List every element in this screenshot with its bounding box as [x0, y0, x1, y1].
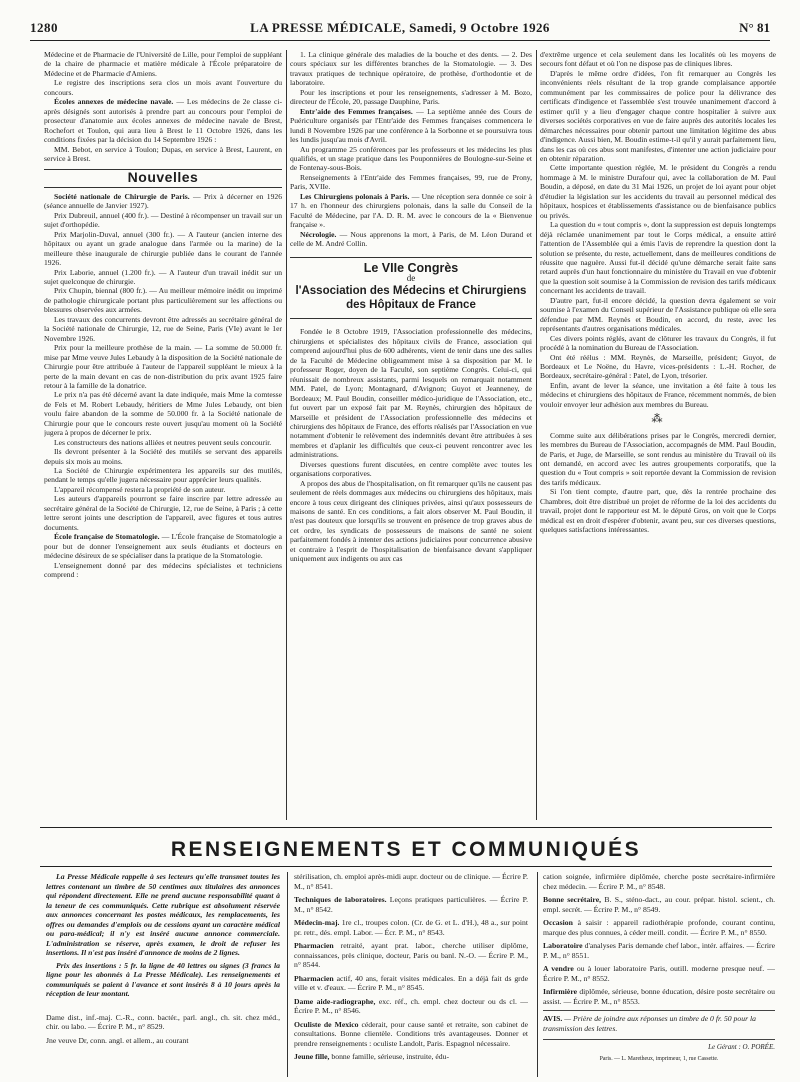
section-title: Les Chirurgiens polonais à Paris.	[300, 191, 410, 201]
classified-ad: cation soignée, infirmière diplômée, cherche poste secrétaire-infirmière chez médecin. — Écrire P. M., n° 8548.	[543, 872, 775, 891]
page-header	[30, 20, 770, 38]
paragraph: Prix Laborie, annuel (1.200 fr.). — A l'auteur d'un travail inédit sur un sujet quelconque de chirurgie.	[44, 267, 282, 286]
classified-ad: Laboratoire d'analyses Paris demande chef labor., intér. affaires. — Écrire P. M., n° 8551.	[543, 941, 775, 960]
printer-line: Paris. — L. Maretheux, imprimeur, 1, rue Cassette.	[599, 1055, 719, 1062]
paragraph: Cette importante question réglée, M. le président du Congrès a rendu hommage à M. le ministre Durafour qui, avec la collaboration de M. Paul Boudin, a déposé, en date du 31 Mai 1926, un projet de loi ayant pour objet d'étudier la législation sur les accidents du travail au personnel médical des hôpitaux, hospices et établissements d'assistance ou de bienfaisance publics ou privés.	[540, 163, 776, 220]
paragraph: MM. Bebot, en service à Toulon; Dupas, en service à Brest, Laurent, en service à Brest.	[44, 144, 282, 163]
nouvelles-heading: Nouvelles	[44, 169, 282, 187]
classified-ad: Bonne secrétaire, B. S., sténo-dact., au cour. prépar. histol. scient., ch. empl. secrét. — Écrire P. M., n° 8549.	[543, 895, 775, 914]
paragraph: D'autre part, fut-il encore décidé, la question devra également se voir soumise à l'examen du Conseil supérieur de l'Assistance publique où elle sera défendue par MM. Reynès et Boudin, en accord, du reste, avec les représentants d'autres organisations médicales.	[540, 295, 776, 334]
paragraph: Ils devront présenter à la Société des mutilés se servant des appareils depuis six mois au moins.	[44, 447, 282, 466]
section-title: Écoles annexes de médecine navale.	[54, 97, 174, 107]
paragraph: Le prix n'a pas été décerné avant la date indiquée, mais Mme la comtesse de Fels et M. Robert Lebaudy, héritiers de Mme Jules Lebaudy, ont bien voulu faire abandon de la somme de 50.000 fr. à la Société nationale de Chirurgie pour que le concours reste ouvert jusqu'au moment où la Société jugera à propos de décerner le prix.	[44, 390, 282, 438]
classified-ad: stérilisation, ch. emploi après-midi aupr. docteur ou de clinique. — Écrire P. M., n° 8541.	[294, 872, 528, 891]
journal-title: LA PRESSE MÉDICALE, Samedi, 9 Octobre 1926	[250, 20, 550, 35]
page-number: 1280	[30, 20, 58, 35]
paragraph: Médecine et de Pharmacie de l'Université de Lille, pour l'emploi de suppléant de la chaire de pharmacie et matière médicale à l'École préparatoire de Médecine et de Pharmacie d'Amiens.	[44, 50, 282, 78]
classified-ad: Dame aide-radiographe, exc. réf., ch. empl. chez docteur ou ds cl. — Écrire P. M., n° 8546.	[294, 996, 528, 1015]
paragraph: Écoles annexes de médecine navale. — Les médecins de 2e classe ci-après désignés sont autorisés à prendre part au concours pour l'emploi de prosecteur d'anatomie aux écoles annexes de médecine navale de Brest, Rochefort et Toulon, qui aura lieu à Brest le 11 Octobre 1926, dans les conditions fixées par la décision du 14 Septembre 1926 :	[44, 97, 282, 145]
header-rule	[30, 40, 770, 41]
gerant-signature: Le Gérant : O. PORÉE.	[543, 1039, 775, 1053]
column-divider	[537, 872, 538, 1077]
paragraph: L'appareil récompensé restera la propriété de son auteur.	[54, 484, 226, 494]
paragraph: d'extrême urgence et cela seulement dans les localités où les moyens de secours font défaut et où l'on ne dispose pas de cliniques libres.	[540, 50, 776, 69]
classified-ad: Dame dist., inf.-maj. C.-R., conn. bactér., parl. angl., ch. sit. chez méd., chir. ou labo. — Écrire P. M., n° 8529.	[46, 1012, 280, 1031]
congres-title: Le VIIe Congrès	[363, 260, 459, 275]
paragraph: Entr'aide des Femmes françaises. — La septième année des Cours de Puériculture organisés par l'Entr'aide des Femmes françaises commencera le lundi 8 Novembre 1926 par une conférence à la Sorbonne et se poursuivra tous les lundis jusqu'au mois d'Avril.	[290, 106, 532, 145]
paragraph: Pour les inscriptions et pour les renseignements, s'adresser à M. Bozo, directeur de l'École, 20, passage Dauphine, Paris.	[290, 87, 532, 107]
column-1	[44, 50, 282, 820]
section-rule	[40, 827, 772, 828]
paragraph: Ces divers points réglés, avant de clôturer les travaux du Congrès, il fut procédé à la nomination du Bureau de l'Association.	[540, 333, 776, 353]
paragraph: A propos des abus de l'hospitalisation, on fit remarquer qu'ils ne causent pas seulement de réels dommages aux médecins ou chirurgiens des hôpitaux, mais encore à tous ceux dirigeant des cliniques privées, ainsi qu'aux possesseurs de maisons de santé. En ces conditions, a fait alors observer M. Paul Boudin, il n'est pas douteux que lorsqu'ils se trouvent en présence de trop graves abus de cet ordre, les syndicats de possesseurs de maisons de santé ne soient parfaitement fondés à intenter des actions judiciaires pour concurrence abusive et contraire à l'esprit de l'hospitalisation de bienfaisance devant s'appliquer uniquement aux indigents ou aux cas	[290, 478, 532, 564]
paragraph: Société nationale de Chirurgie de Paris. — Prix à décerner en 1926 (séance annuelle de Janvier 1927).	[44, 191, 282, 211]
issue-number: N° 81	[739, 20, 770, 35]
classified-ad: Oculiste de Mexico céderait, pour cause santé et retraite, son cabinet de consultations. Bonne clientèle. Conditions très avantageuses. Donner et prendre renseignements : oculiste Landolt, Paris. Espagnol nécessaire.	[294, 1019, 528, 1048]
paragraph: Comme suite aux délibérations prises par le Congrès, mercredi dernier, les membres du Bureau de l'Association, accompagnés de MM. Paul Boudin, de Paris, et Juge, de Marseille, se sont rendus au ministère du Travail où ils ont demandé, en accord avec les autres groupements corporatifs, que la question du « Tout compris » soit reportée devant la Commission de revision des tarifs médicaux.	[540, 430, 776, 487]
classified-ad: Infirmière diplômée, sérieuse, bonne éducation, désire poste secrétaire ou assist. — Écrire P. M., n° 8553.	[543, 987, 775, 1006]
paragraph: Nécrologie. — Nous apprenons la mort, à Paris, de M. Léon Durand et celle de M. André Collin.	[290, 229, 532, 249]
paragraph: Si l'on tient compte, d'autre part, que, dès la rentrée prochaine des Chambres, doit être distribué un projet de réforme de la loi des accidents du travail, projet dont le rapporteur est M. le député Gros, on voit que le Corps médical est en droit d'espérer d'obtenir, avant peu, sur ces diverses questions, quelques satisfactions intéressantes.	[540, 487, 776, 535]
paragraph: Prix Chupin, biennal (800 fr.). — Au meilleur mémoire inédit ou imprimé de pathologie chirurgicale portant plus particulièrement sur les affections ou blessures observées aux armées.	[44, 286, 282, 315]
notice-text: La Presse Médicale rappelle à ses lecteurs qu'elle transmet toutes les lettres contenant un timbre de 50 centimes aux titulaires des annonces qui répondent directement. Elle ne prend aucune responsabilité quant à la teneur de ces communiqués. Cette rubrique est absolument réservée aux annonces concernant les postes médicaux, les remplacements, les offres ou demandes d'emplois ou de cessions ayant un caractère médical ou para-médical; il n'y est inséré aucune annonce commerciale. L'administration se réserve, après examen, le droit de refuser les insertions. Il n'est pas inséré d'annonce de moins de 2 lignes.	[46, 872, 280, 957]
classified-ad: Occasion à saisir : appareil radiothérapie profonde, courant continu, marque des plus connues, à céder meill. condit. — Écrire P. M., n° 8550.	[543, 918, 775, 937]
column-divider	[286, 50, 287, 820]
paragraph: Ont été réélus : MM. Reynès, de Marseille, président; Guyot, de Bordeaux et Le Noëne, du Havre, vices-présidents : L.-H. Rocher, de Bordeaux, secrétaire-général : Patel, de Lyon, trésorier.	[540, 352, 776, 381]
paragraph: 1. La clinique générale des maladies de la bouche et des dents. — 2. Des cours spéciaux sur les différentes branches de la Stomatologie. — 3. Des travaux pratiques de technique opératoire, de prothèse, d'orthodontie et de laboratoire.	[290, 50, 532, 88]
paragraph: Prix Marjolin-Duval, annuel (300 fr.). — A l'auteur (ancien interne des hôpitaux ou ayant un grade analogue dans l'armée ou la marine) de la meilleure thèse inaugurale de chirurgie publiée dans le courant de l'année 1926.	[44, 229, 282, 268]
classified-ad: Pharmacien actif, 40 ans, ferait visites médicales. En a déjà fait ds grde ville et v. d'eaux. — Écrire P. M., n° 8545.	[294, 973, 528, 992]
paragraph: D'après le même ordre d'idées, l'on fit remarquer au Congrès les inconvénients réels résultant de la trop grande complaisance apportée communément par les commissaires de police pour la délivrance des certificats d'indigence et l'assemblée s'est trouvée unanimement d'accord à estimer qu'il y a lieu d'engager chaque contre hospitalier à suivre aux diverses sociétés corporatives en vue de faire auprès des autorités locales les démarches nécessaires pour obtenir partout une limitation légitime des abus d'indigence. Aussi bien, M. Boudin estime-t-il qu'il y aurait parfaitement lieu, dans les cas où ces abus sont manifestes, d'intenter une action judiciaire pour en obtenir réparation.	[540, 68, 776, 163]
congres-de: de	[406, 272, 416, 283]
classified-ad: Pharmacien retraité, ayant prat. labor., cherche utiliser diplôme, connaissances, près clinique, docteur, Paris ou banl. N.-O. — Écrire P. M., n° 8544.	[294, 941, 528, 969]
ads-column-2	[294, 872, 528, 1082]
paragraph: Prix pour la meilleure prothèse de la main. — La somme de 50.000 fr. mise par Mme veuve Jules Lebaudy à la disposition de la Société nationale de Chirurgie pour être attribuée à l'auteur de l'appareil suppléant le mieux à la perte de la main devant en cas de non-distribution du prix avant 1925 faire retour à la famille de la donatrice.	[44, 343, 282, 390]
renseignements-heading: RENSEIGNEMENTS ET COMMUNIQUÉS	[170, 838, 642, 861]
avis-notice: AVIS. — Prière de joindre aux réponses un timbre de 0 fr. 50 pour la transmission des lettres.	[543, 1010, 775, 1033]
section-title: Société nationale de Chirurgie de Paris.	[54, 191, 190, 201]
paragraph: L'enseignement donné par des médecins spécialistes et techniciens comprend :	[44, 560, 282, 580]
notice-prices: Prix des insertions : 5 fr. la ligne de 40 lettres ou signes (3 francs la ligne pour les abonnés à La Presse Médicale). Les renseignements et communiqués se paient à l'avance et sont insérés 8 à 10 jours après la réception de leur montant.	[46, 960, 280, 998]
paragraph: Le registre des inscriptions sera clos un mois avant l'ouverture du concours.	[44, 78, 282, 97]
section-title: École française de Stomatologie.	[54, 532, 160, 542]
paragraph: Diverses questions furent discutées, en centre complète avec toutes les organisations corporatives.	[290, 459, 532, 479]
ads-column-3	[543, 872, 775, 1082]
paragraph: Prix Dubreuil, annuel (400 fr.). — Destiné à récompenser un travail sur un sujet d'orthopédie.	[44, 210, 282, 230]
column-divider	[287, 872, 288, 1077]
ads-column-1	[46, 872, 280, 1082]
paragraph: Enfin, avant de lever la séance, une invitation a été faite à tous les médecins et chirurgiens des hôpitaux de France, récemment nommés, de bien vouloir envoyer leur adhésion aux membres du Bureau.	[540, 380, 776, 409]
paragraph: Les Chirurgiens polonais à Paris. — Une réception sera donnée ce soir à 17 h. en l'honneur des chirurgiens polonais, dans la salle du Conseil de la Faculté de Médecine, par l'A. D. R. M. avec le concours de la « Bienvenue française ».	[290, 191, 532, 230]
classified-ad: Médecin-maj. 1re cl., troupes colon. (Cr. de G. et L. d'H.), 48 a., sur point pr. retr., dés. empl. Labor. — Écr. P. M., n° 8543.	[294, 918, 528, 937]
classified-ad: Jeune fille, bonne famille, sérieuse, instruite, édu-	[294, 1052, 449, 1061]
section-ornament: ⁂	[651, 413, 665, 426]
section-rule	[40, 866, 772, 867]
paragraph: La Société de Chirurgie expérimentera les appareils sur des mutilés, pendant le temps qu'elle jugera nécessaire pour apprécier leurs qualités.	[44, 466, 282, 485]
classified-ad: Techniques de laboratoires. Leçons pratiques particulières. — Écrire P. M., n° 8542.	[294, 895, 528, 914]
column-divider	[536, 50, 537, 820]
paragraph: Au programme 25 conférences par les professeurs et les médecins les plus qualifiés, et un stage pratique dans les Pouponnières de Boulogne-sur-Seine et de Fontenay-sous-Bois.	[290, 144, 532, 173]
column-3	[540, 50, 776, 820]
classified-ad: A vendre ou à louer laboratoire Paris, outill. moderne presque neuf. — Écrire P. M., n° 8552.	[543, 964, 775, 983]
paragraph: Les travaux des concurrents devront être adressés au secrétaire général de la Société nationale de Chirurgie, 12, rue de Seine, Paris (VIe) avant le 1er Novembre 1926.	[44, 314, 282, 343]
column-2	[290, 50, 532, 820]
congres-subtitle: l'Association des Médecins et Chirurgiens des Hôpitaux de France	[295, 285, 527, 312]
congres-heading	[290, 257, 532, 320]
paragraph: Fondée le 8 Octobre 1919, l'Association professionnelle des médecins, chirurgiens et spécialistes des hôpitaux civils de France, association qui comprend aujourd'hui plus de 600 adhérents, vient de tenir dans une des salles de la Faculté de Médecine obligeamment mise à sa disposition par M. le professeur Roger, doyen de la Faculté, son septième Congrès. Celui-ci, qui réunissait de nombreux assistants, parmi lesquels on remarquait notamment MM. Patel, de Lyon; Montagnard, d'Avignon; Guyot et Jeanneney, de Bordeaux; M. Paul Boudin, conseiller médico-juridique de l'Association, etc., fut ouvert par un exposé fait par M. Reynès, chirurgien des hôpitaux de Marseille et président de l'Association professionnelle des médecins et chirurgiens des hôpitaux de France, des efforts réalisés par l'Association en vue notamment d'obtenir le relèvement des indemnités devant être attribuées à ses membres et d'aplanir les difficultés que ceux-ci peuvent rencontrer avec les administrations.	[290, 327, 532, 460]
classified-ad: Jne veuve Dr, conn. angl. et allem., au courant	[46, 1035, 189, 1045]
section-title: Entr'aide des Femmes françaises.	[300, 106, 413, 116]
paragraph: La question du « tout compris », dont la suppression est depuis longtemps déjà réclamée unanimement par tout le Corps médical, a ensuite attiré l'attention de l'Assemblée qui a émis l'avis de reprendre la question dont la solution se présente, du reste, actuellement, dans de meilleures conditions de réussite que naguère. Aussi fut-il décidé qu'une démarche serait faite sans retard auprès d'un haut fonctionnaire du ministère du Travail en vue d'obtenir que la question soit soumise à la Commission de revision des tarifs médicaux concernant les accidents de travail.	[540, 220, 776, 296]
paragraph: Les constructeurs des nations alliées et neutres peuvent seuls concourir.	[54, 437, 272, 447]
paragraph: Les auteurs d'appareils pourront se faire inscrire par lettre adressée au secrétaire général de la Société de Chirurgie, 12, rue de Seine, à Paris ; à cette lettre seront joints une description de l'appareil, avec figures et tous autres documents.	[44, 494, 282, 532]
section-title: Nécrologie.	[300, 229, 337, 239]
paragraph: Renseignements à l'Entr'aide des Femmes françaises, 99, rue de Prony, Paris, XVIIe.	[290, 172, 532, 192]
paragraph: École française de Stomatologie. — L'École française de Stomatologie a pour but de donner l'enseignement aux seuls étudiants et docteurs en médecine désireux de se spécialiser dans la pratique de la Stomatologie.	[44, 532, 282, 561]
